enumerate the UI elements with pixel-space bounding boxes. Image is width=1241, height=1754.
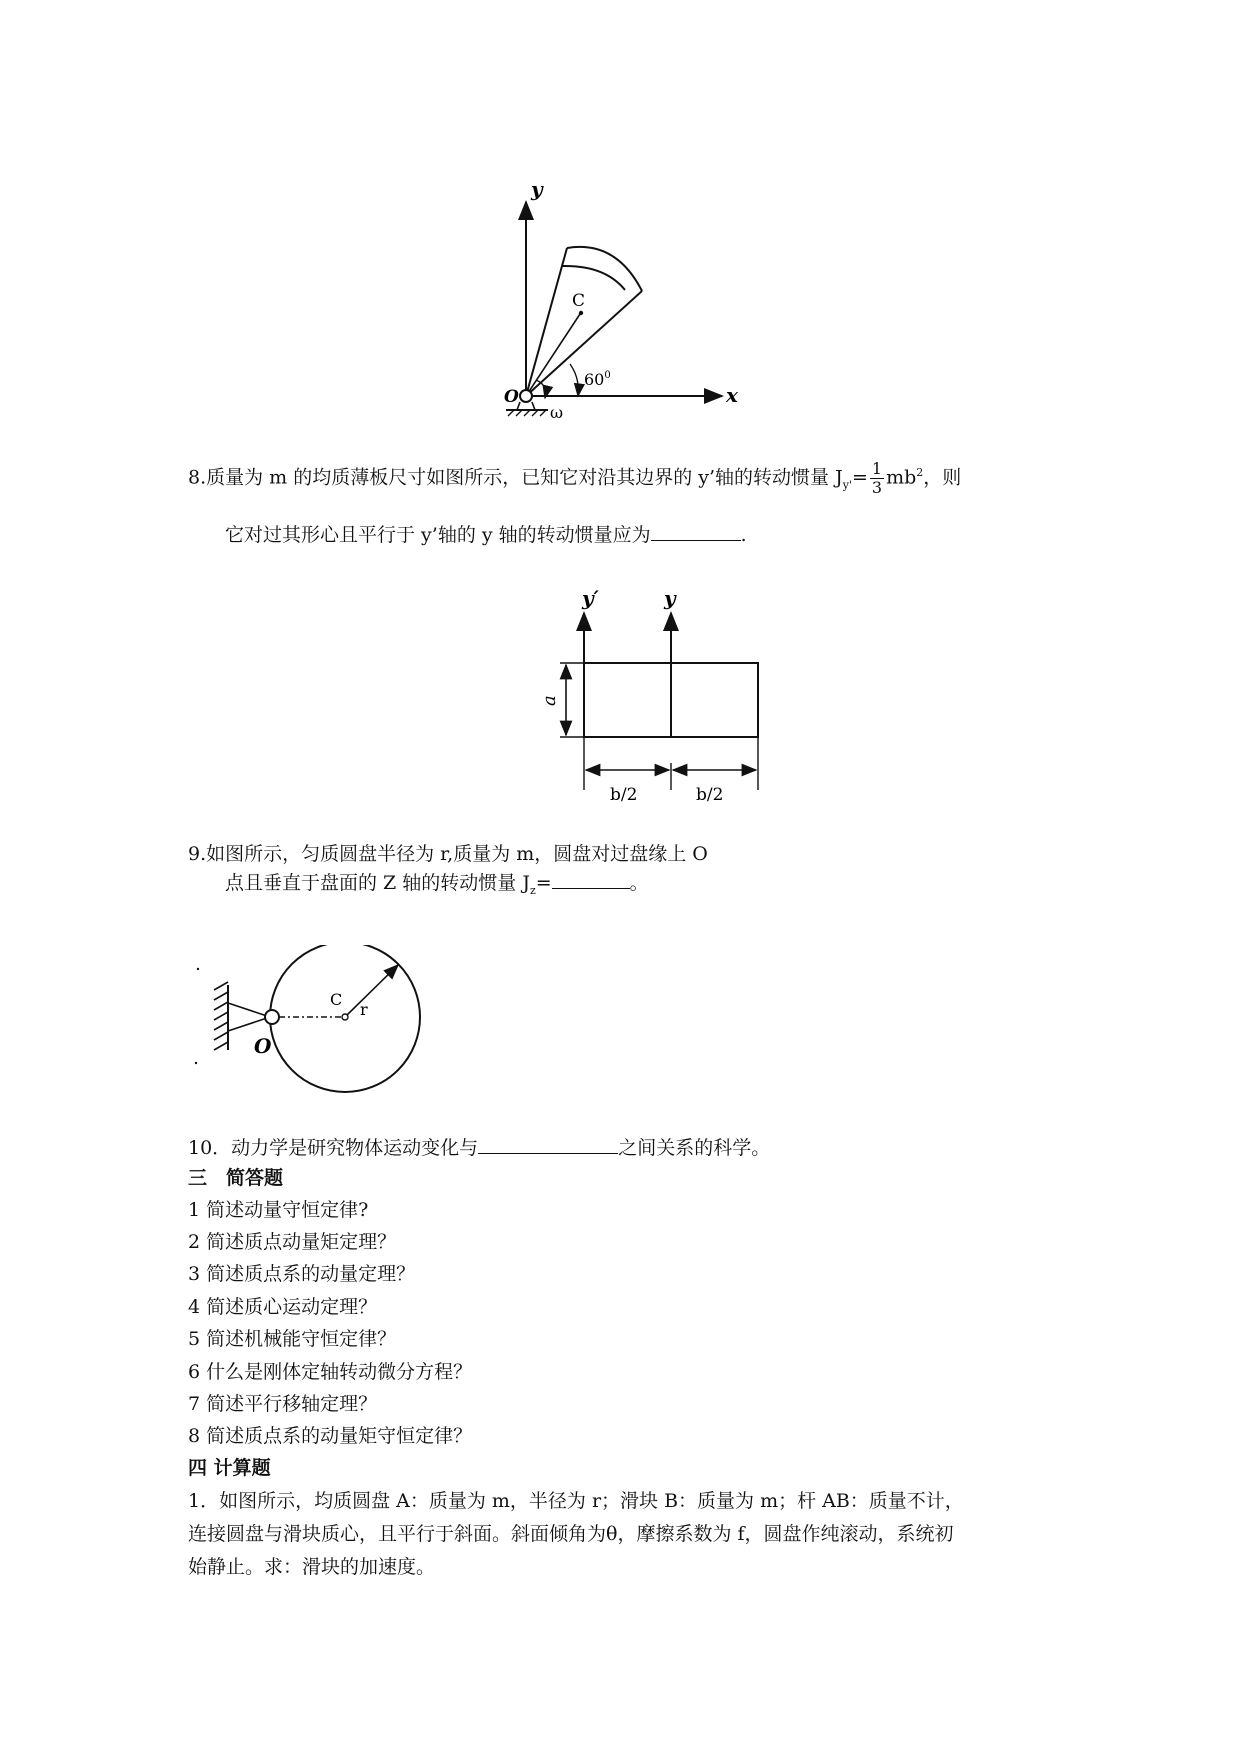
section3-item-1: 1 简述动量守恒定律?	[188, 1199, 369, 1221]
section4-title: 四 计算题	[188, 1457, 271, 1479]
q8-answer-blank[interactable]	[651, 522, 741, 541]
figure-rectangular-plate	[530, 585, 770, 810]
y-prime-label: y′	[582, 586, 599, 610]
section3-item-5: 5 简述机械能守恒定律？	[188, 1328, 397, 1350]
b-half-left-label: b/2	[610, 785, 638, 805]
omega-label: ω	[550, 403, 564, 422]
section3-title: 三 简答题	[188, 1167, 284, 1189]
section4-q1-line1: 1．如图所示，均质圆盘 A：质量为 m，半径为 r；滑块 B：质量为 m；杆 AB：质量不计，	[188, 1490, 964, 1512]
angle-label: $60^0$	[584, 370, 611, 389]
figure-disk	[190, 945, 430, 1110]
section3-item-6: 6 什么是刚体定轴转动微分方程？	[188, 1361, 473, 1383]
center-c-label: C	[330, 990, 343, 1009]
section3-item-3: 3 简述质点系的动量定理？	[188, 1263, 416, 1285]
a-dimension-label: a	[539, 695, 560, 706]
pivot-o-label: O	[254, 1034, 272, 1058]
section4-q1-line2: 连接圆盘与滑块质心，且平行于斜面。斜面倾角为θ，摩擦系数为 f，圆盘作纯滚动，系统初	[188, 1523, 954, 1545]
section3-item-7: 7 简述平行移轴定理？	[188, 1393, 378, 1415]
q10-line: 10．动力学是研究物体运动变化与 之间关系的科学。	[188, 1137, 771, 1159]
section3-item-4: 4 简述质心运动定理？	[188, 1296, 378, 1318]
section4-q1-line3: 始静止。求：滑块的加速度。	[188, 1556, 436, 1578]
radius-r-label: r	[360, 1000, 368, 1019]
x-axis-label: x	[726, 383, 738, 407]
b-half-right-label: b/2	[696, 785, 724, 805]
center-c-label: C	[572, 291, 586, 311]
origin-label: O	[504, 387, 519, 407]
figure-sector-plate	[490, 180, 750, 430]
section3-item-8: 8 简述质点系的动量矩守恒定律？	[188, 1425, 473, 1447]
y-label: y	[664, 586, 676, 610]
section3-item-2: 2 简述质点动量矩定理？	[188, 1231, 397, 1253]
q9-line1: 9.如图所示，匀质圆盘半径为 r,质量为 m，圆盘对过盘缘上 O	[188, 843, 708, 865]
y-axis-label: y	[531, 180, 543, 201]
q10-answer-blank[interactable]	[478, 1135, 618, 1154]
q9-answer-blank[interactable]	[552, 870, 630, 889]
fraction-one-third: $\frac{1}{3}$	[871, 459, 883, 497]
q8-line2: 它对过其形心且平行于 y’轴的 y 轴的转动惯量应为 .	[225, 524, 747, 546]
q9-line2: 点且垂直于盘面的 Z 轴的转动惯量 $J_z=$ 。	[225, 872, 649, 897]
q8-line1: 8.质量为 m 的均质薄板尺寸如图所示，已知它对沿其边界的 y’轴的转动惯量 $J_{y'}=$ $\frac{1}{3}$ $mb^2$，则	[188, 459, 962, 497]
